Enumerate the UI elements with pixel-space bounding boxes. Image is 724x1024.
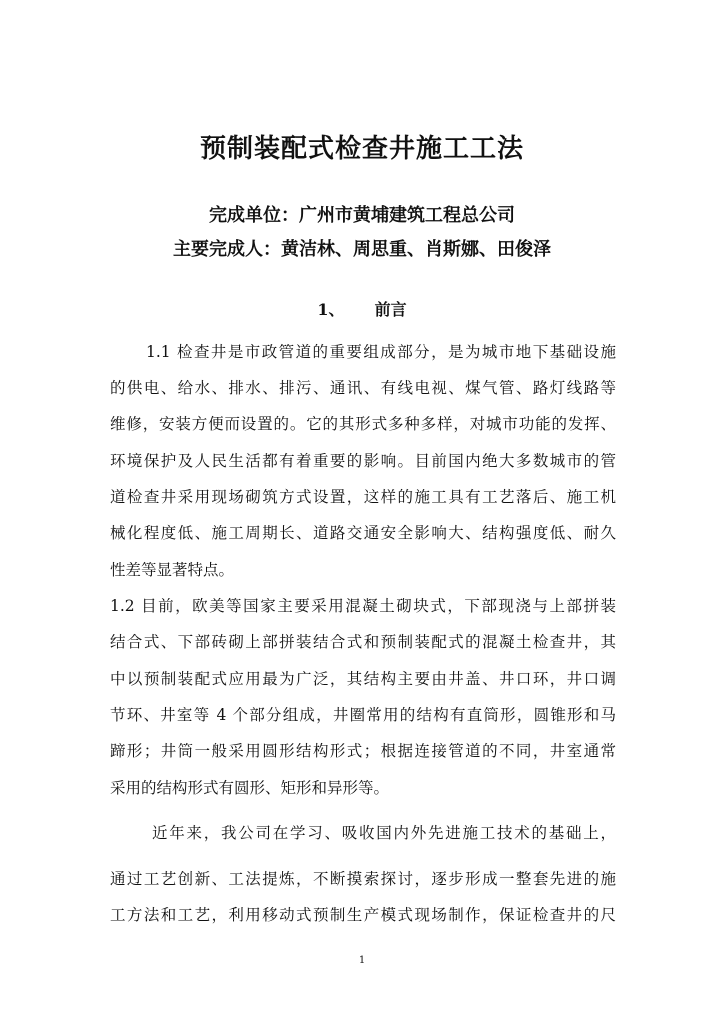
- paragraph-line: 械化程度低、施工周期长、道路交通安全影响大、结构强度低、耐久: [110, 524, 616, 542]
- paragraph-line: 的供电、给水、排水、排污、通讯、有线电视、煤气管、路灯线路等: [110, 379, 616, 397]
- paragraph-line: 近年来，我公司在学习、吸收国内外先进施工技术的基础上，: [152, 824, 616, 842]
- main-authors: 主要完成人：黄洁林、周思重、肖斯娜、田俊泽: [173, 239, 551, 260]
- page-number: 1: [358, 955, 366, 966]
- paragraph-line: 1.2 目前，欧美等国家主要采用混凝土砌块式，下部现浇与上部拼装: [110, 597, 616, 615]
- paragraph-line: 结合式、下部砖砌上部拼装结合式和预制装配式的混凝土检查井，其: [110, 633, 616, 651]
- paragraph-line: 蹄形；井筒一般采用圆形结构形式；根据连接管道的不同，井室通常: [110, 742, 616, 760]
- completion-unit: 完成单位：广州市黄埔建筑工程总公司: [209, 205, 515, 226]
- section-title: 前言: [374, 300, 407, 319]
- paragraph-line: 道检查井采用现场砌筑方式设置，这样的施工具有工艺落后、施工机: [110, 488, 616, 506]
- paragraph-line: 维修，安装方便而设置的。它的其形式多种多样，对城市功能的发挥、: [110, 415, 616, 433]
- paragraph-line: 环境保护及人民生活都有着重要的影响。目前国内绝大多数城市的管: [110, 452, 616, 470]
- section-number: 1、: [317, 300, 345, 319]
- paragraph-line: 工方法和工艺，利用移动式预制生产模式现场制作，保证检查井的尺: [110, 906, 616, 924]
- paragraph-line: 通过工艺创新、工法提炼，不断摸索探讨，逐步形成一整套先进的施: [110, 870, 616, 888]
- section-heading: [0, 297, 724, 320]
- paragraph-line: 1.1 检查井是市政管道的重要组成部分，是为城市地下基础设施: [146, 343, 616, 361]
- document-title: 预制装配式检查井施工工法: [199, 134, 524, 164]
- paragraph-line: 中以预制装配式应用最为广泛，其结构主要由井盖、井口环，井口调: [110, 670, 616, 688]
- paragraph-line: 节环、井室等 4 个部分组成，井圈常用的结构有直筒形，圆锥形和马: [110, 706, 616, 724]
- paragraph-line: 采用的结构形式有圆形、矩形和异形等。: [110, 779, 390, 797]
- paragraph-line: 性差等显著特点。: [110, 561, 235, 579]
